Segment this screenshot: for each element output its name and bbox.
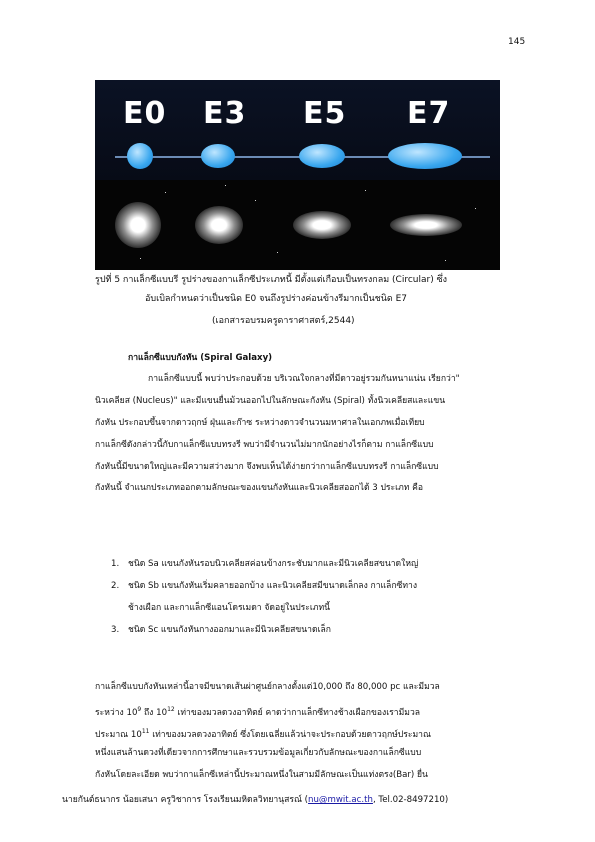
footer-email-link[interactable]: nu@mwit.ac.th [308,795,373,805]
list-item-text: ชนิด Sa แขนกังหันรอบนิวเคลียสค่อนข้างกระชับมากและมีนิวเคลียสขนาดใหญ่ [128,559,419,569]
figure-label-e3: E3 [203,96,247,131]
paragraph-line: กาแล็กซีแบบนี้ พบว่าประกอบด้วย บริเวณใจกลางที่มีดาวอยู่รวมกันหนาแน่น เรียกว่า" [148,374,460,384]
paragraph-line: กังหันนี้ จำแนกประเภทออกตามลักษณะของแขนกังหันและนิวเคลียสออกได้ 3 ประเภท คือ [95,483,424,493]
figure-caption-line1: รูปที่ 5 กาแล็กซีแบบรี รูปร่างของกาแล็กซีประเภทนี้ มีตั้งแต่เกือบเป็นทรงกลม (Circular) ซึ่ง [95,275,448,285]
list-item-number: 2. [111,581,120,591]
paragraph-line: นิวเคลียส (Nucleus)" และมีแขนยื่นม้วนออกไปในลักษณะกังหัน (Spiral) ทั้งนิวเคลียสและแขน [95,396,446,406]
figure-label-e0: E0 [123,96,167,131]
galaxy-classification-figure [95,80,500,270]
footer-phone: , Tel.02-8497210) [372,795,449,805]
ellipse-e3-shape [201,144,235,168]
paragraph-line: กาแล็กซีดังกล่าวนี้กับกาแล็กซีแบบทรงรี พบว่ามีจำนวนไม่มากนักอย่างไรก็ตาม กาแล็กซีแบบ [95,440,434,450]
exponent-12: 12 [167,706,175,713]
page-footer [62,792,448,806]
figure-caption-line2: อับเบิลกำหนดว่าเป็นชนิด E0 จนถึงรูปร่างค่อนข้างรีมากเป็นชนิด E7 [145,294,408,304]
exponent-11: 11 [141,728,150,735]
ellipse-e7-shape [388,143,462,169]
galaxy-e0-photo [115,202,161,248]
ellipse-e5-shape [299,144,345,168]
figure-label-e7: E7 [407,96,451,131]
galaxy-e7-photo [390,214,462,236]
paragraph-line: กังหัน ประกอบขึ้นจากดาวฤกษ์ ฝุ่นและก๊าซ ระหว่างดาวจำนวนมหาศาลในเอกภพเมื่อเทียบ [95,418,425,428]
closing-line-mass: ระหว่าง $10^9$ ถึง $10^{12}$ เท่าของมวลดวงอาทิตย์ คาดว่ากาแล็กซีทางช้างเผือกของเรามีมวล [95,706,421,718]
figure-caption-source: (เอกสารอบรมครูดาราศาสตร์,2544) [212,316,355,326]
galaxy-e3-photo [195,206,243,244]
list-item-number: 1. [111,559,120,569]
list-item-text: ช้างเผือก และกาแล็กซีแอนโดรเมดา จัดอยู่ในประเภทนี้ [128,603,331,613]
ellipse-e0-shape [127,143,153,169]
list-item-number: 3. [111,625,120,635]
section-heading: กาแล็กซีแบบกังหัน (Spiral Galaxy) [128,353,273,363]
list-item-text: ชนิด Sc แขนกังหันกางออกมาและมีนิวเคลียสขนาดเล็ก [128,625,331,635]
list-item-text: ชนิด Sb แขนกังหันเริ่มคลายออกบ้าง และนิวเคลียสมีขนาดเล็กลง กาแล็กซีทาง [128,581,418,591]
closing-line: กังหันโดยละเอียด พบว่ากาแล็กซีเหล่านี้ประมาณหนึ่งในสามมีลักษณะเป็นแท่งตรง(Bar) ยื่น [95,770,428,780]
footer-author: นายกันต์ธนากร น้อยเสนา ครูวิชาการ โรงเรียนมหิดลวิทยานุสรณ์ ( [62,795,309,805]
closing-line: หนึ่งแสนล้านดวงที่เดียวจากการศึกษาและรวบรวมข้อมูลเกี่ยวกับลักษณะของกาแล็กซีแบบ [95,748,422,758]
closing-line-milkyway: ประมาณ $10^{11}$ เท่าของมวลดวงอาทิตย์ ซึ่งโดยเฉลี่ยแล้วน่าจะประกอบด้วยดาวฤกษ์ประมาณ [95,728,431,740]
closing-line: กาแล็กซีแบบกังหันเหล่านี้อาจมีขนาดเส้นผ่าศูนย์กลางตั้งแต่10,000 ถึง 80,000 pc และมีมวล [95,682,440,692]
paragraph-line: กังหันนี้มีขนาดใหญ่และมีความสว่างมาก จึงพบเห็นได้ง่ายกว่ากาแล็กซีแบบทรงรี กาแล็กซีแบบ [95,462,439,472]
exponent-9: 9 [137,706,142,713]
page-number: 145 [508,37,526,47]
figure-label-e5: E5 [303,96,347,131]
galaxy-e5-photo [293,211,351,239]
